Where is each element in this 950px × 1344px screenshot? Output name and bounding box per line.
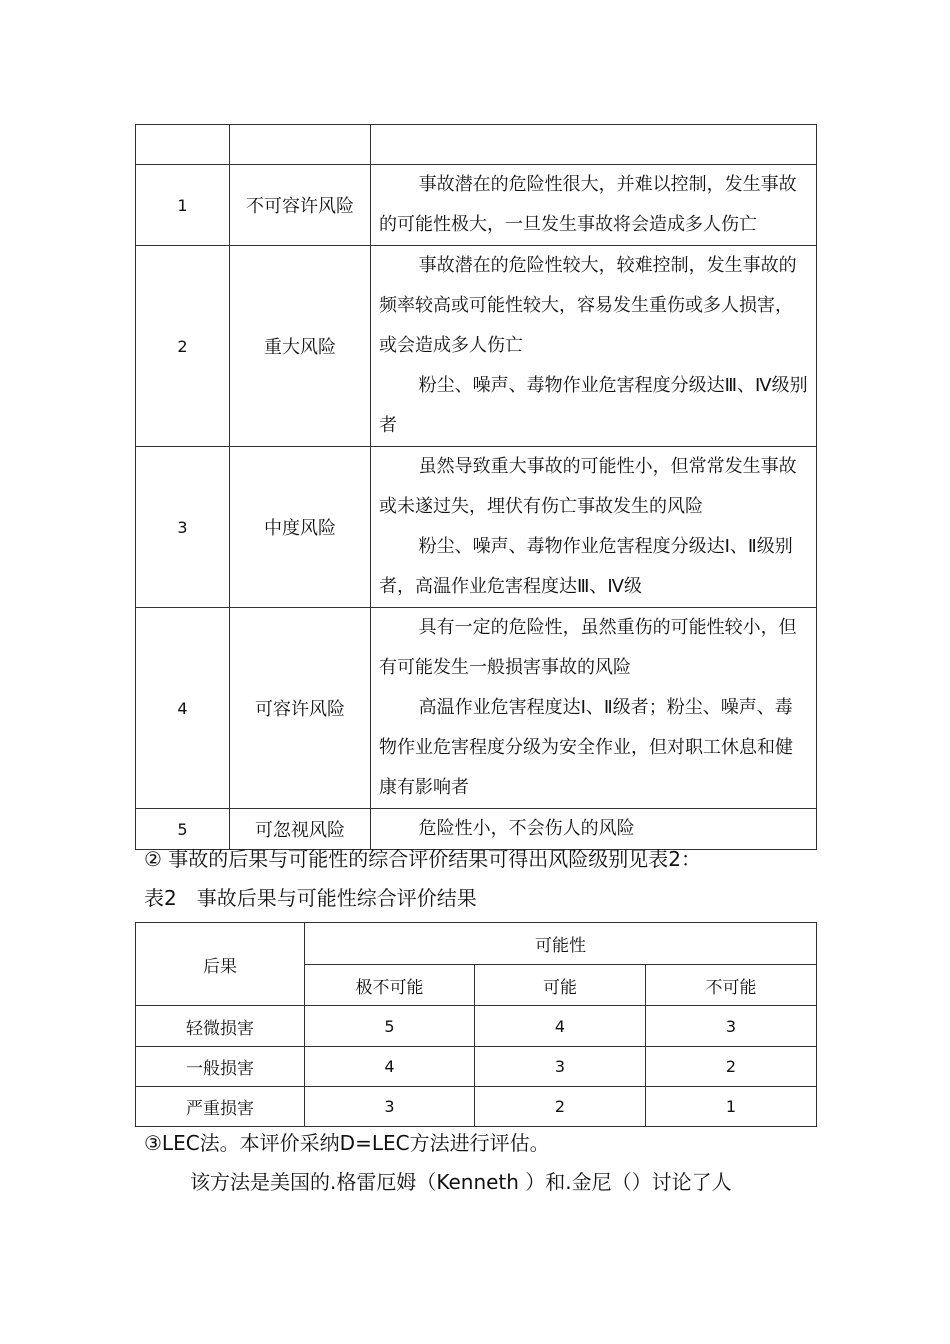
risk-level: 可忽视风险 xyxy=(230,809,371,850)
risk-level: 不可容许风险 xyxy=(230,165,371,246)
description-paragraph: 虽然导致重大事故的可能性小，但常常发生事故或未遂过失，埋伏有伤亡事故发生的风险 xyxy=(379,456,797,517)
table-row xyxy=(136,165,817,246)
risk-number: 2 xyxy=(136,246,230,447)
table-row xyxy=(136,447,817,608)
risk-description xyxy=(371,447,817,608)
risk-level: 中度风险 xyxy=(230,447,371,608)
description-paragraph: 事故潜在的危险性较大，较难控制，发生事故的频率较高或可能性较大，容易发生重伤或多人损害，或会造成多人伤亡 xyxy=(379,255,797,356)
risk-matrix-table xyxy=(135,922,817,1127)
table-cell: 4 xyxy=(305,1047,475,1087)
row-label: 轻微损害 xyxy=(136,1006,305,1047)
table-row xyxy=(136,125,817,165)
description-paragraph: 事故潜在的危险性很大，并难以控制，发生事故的可能性极大，一旦发生事故将会造成多人伤亡 xyxy=(379,174,797,235)
table-header-row xyxy=(136,923,817,965)
table-cell xyxy=(136,125,230,165)
description-paragraph: 粉尘、噪声、毒物作业危害程度分级达Ⅰ、Ⅱ级别者，高温作业危害程度达Ⅲ、Ⅳ级 xyxy=(379,536,793,597)
description-paragraph: 粉尘、噪声、毒物作业危害程度分级达Ⅲ、Ⅳ级别者 xyxy=(379,375,808,436)
header-possibility: 可能性 xyxy=(305,923,817,965)
header-consequence: 后果 xyxy=(136,923,305,1006)
row-label: 一般损害 xyxy=(136,1047,305,1087)
table-cell: 2 xyxy=(475,1087,646,1127)
table-cell: 1 xyxy=(646,1087,817,1127)
table-cell: 3 xyxy=(475,1047,646,1087)
risk-number: 3 xyxy=(136,447,230,608)
risk-description xyxy=(371,165,817,246)
table-caption: 表2 事故后果与可能性综合评价结果 xyxy=(144,886,477,910)
column-header: 不可能 xyxy=(646,965,817,1006)
risk-number: 4 xyxy=(136,608,230,809)
table-cell: 4 xyxy=(475,1006,646,1047)
table-cell: 5 xyxy=(305,1006,475,1047)
table-cell: 2 xyxy=(646,1047,817,1087)
description-paragraph: 具有一定的危险性，虽然重伤的可能性较小，但有可能发生一般损害事故的风险 xyxy=(379,617,797,678)
description-paragraph: 危险性小，不会伤人的风险 xyxy=(418,818,635,839)
risk-level-table xyxy=(135,124,817,850)
body-text-line: 该方法是美国的.格雷厄姆（Kenneth ）和.金尼（）讨论了人 xyxy=(190,1170,732,1194)
column-header: 可能 xyxy=(475,965,646,1006)
table-row xyxy=(136,1047,817,1087)
description-paragraph: 高温作业危害程度达Ⅰ、Ⅱ级者；粉尘、噪声、毒物作业危害程度分级为安全作业，但对职工休息和健康有影响者 xyxy=(379,697,793,798)
risk-description xyxy=(371,246,817,447)
table-row xyxy=(136,1006,817,1047)
table-cell xyxy=(371,125,817,165)
body-text-line: ③LEC法。本评价采纳D=LEC方法进行评估。 xyxy=(144,1131,550,1155)
risk-description xyxy=(371,608,817,809)
table-cell: 3 xyxy=(646,1006,817,1047)
table-row xyxy=(136,1087,817,1127)
row-label: 严重损害 xyxy=(136,1087,305,1127)
risk-level: 可容许风险 xyxy=(230,608,371,809)
table-cell xyxy=(230,125,371,165)
table-row xyxy=(136,608,817,809)
body-text-line: ② 事故的后果与可能性的综合评价结果可得出风险级别见表2： xyxy=(144,847,702,871)
risk-level: 重大风险 xyxy=(230,246,371,447)
table-row xyxy=(136,246,817,447)
column-header: 极不可能 xyxy=(305,965,475,1006)
risk-number: 5 xyxy=(136,809,230,850)
table-cell: 3 xyxy=(305,1087,475,1127)
risk-number: 1 xyxy=(136,165,230,246)
